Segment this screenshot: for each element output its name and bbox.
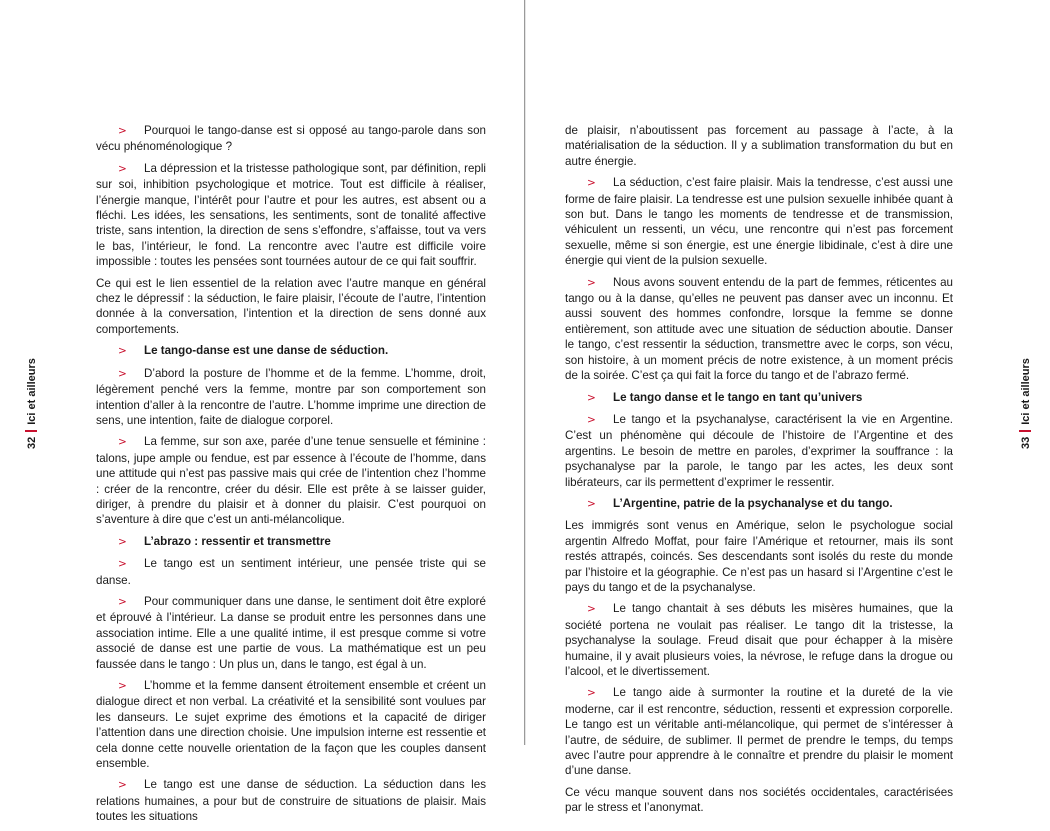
- section-heading: [565, 496, 953, 512]
- body-paragraph: [565, 175, 953, 268]
- paragraph-text: Pourquoi le tango-danse est si opposé au tango-parole dans son vécu phénoménologique ?: [96, 124, 486, 154]
- bullet-marker: >: [118, 162, 127, 175]
- paragraph-text: Le tango danse et le tango en tant qu’univers: [613, 390, 863, 404]
- body-paragraph: [96, 678, 486, 771]
- paragraph-text: Pour communiquer dans une danse, le sentiment doit être exploré et éprouvé à l’intérieur. La danse se produit entre les personnes dans une association intime. Elle a une qualité intime, il est presque comme si votre associé de danse est une partie de vous. La mathématique est un peu faussée dans le tango : Un plus un, dans le tango, est égal à un.: [96, 594, 486, 671]
- left-folio: [25, 358, 39, 449]
- body-paragraph: [96, 366, 486, 429]
- body-paragraph: [96, 123, 486, 155]
- paragraph-text: Le tango aide à surmonter la routine et la dureté de la vie moderne, car il est rencontre, séduction, ressenti et expression corporelle. Le tango est un véritable anti-mélancolique, qui permet de s’intéresser à l’autre, de séduire, de sublimer. Il permet de prendre le temps, du temps avec l’autre pour apprendre à le connaître et prendre du plaisir le moment d’une danse.: [565, 686, 953, 778]
- paragraph-text: L’Argentine, patrie de la psychanalyse et du tango.: [613, 496, 893, 510]
- paragraph-text: de plaisir, n’aboutissent pas forcement au passage à l’acte, à la matérialisation de la séduction. Il y a sublimation transformation du but en autre énergie.: [565, 124, 953, 168]
- bullet-marker: >: [587, 603, 596, 616]
- paragraph-text: Le tango chantait à ses débuts les misères humaines, que la société portena ne voulait pas réaliser. Le tango dit la tristesse, la psychanalyse la soulage. Freud disait que pour échapper à la misère humaine, il y avait plusieurs voies, la névrose, le refuge dans la drogue ou l’alcool, et le divertissement.: [565, 602, 953, 678]
- paragraph-text: Le tango et la psychanalyse, caractérisent la vie en Argentine. C’est un phénomène qui découle de l’histoire de l’Argentine et des argentins. Le besoin de mettre en paroles, d’exprimer la souffrance : la psychanalyse par la parole, le tango par les actes, les deux sont libérateurs, car ils permettent d’exprimer le ressentir.: [565, 412, 953, 489]
- paragraph-text: Le tango-danse est une danse de séduction.: [144, 344, 389, 358]
- bullet-marker: >: [587, 177, 596, 190]
- right-folio: [1019, 358, 1033, 449]
- folio-divider: [1019, 430, 1031, 432]
- paragraph-text: L’abrazo : ressentir et transmettre: [144, 534, 331, 548]
- body-paragraph: [96, 556, 486, 588]
- bullet-marker: >: [118, 779, 127, 792]
- right-running-title: Ici et ailleurs: [1020, 358, 1032, 425]
- body-paragraph: [96, 434, 486, 527]
- bullet-marker: >: [118, 680, 127, 692]
- body-paragraph: [96, 777, 486, 824]
- bullet-marker: >: [118, 436, 127, 449]
- left-page-number: 32: [26, 436, 38, 449]
- section-heading: [96, 534, 486, 550]
- right-page: [526, 0, 1050, 815]
- paragraph-text: Nous avons souvent entendu de la part de femmes, réticentes au tango ou à la danse, qu’elles ne peuvent pas danser avec un inconnu. Et aussi souvent des hommes confondre, lorsque la femme se donne entièrement, son attitude avec une situation de séduction aboutie. Danser le tango, c’est ressentir la séduction, transmettre avec le corps, son vécu, son histoire, à un moment précis de notre existence, à un moment précis de la soirée. C’est ça qui fait la force du tango et de l’abrazo fermé.: [565, 275, 953, 383]
- body-paragraph: [96, 161, 486, 270]
- bullet-marker: >: [118, 125, 127, 137]
- section-heading: [96, 343, 486, 359]
- body-paragraph: [565, 518, 953, 595]
- section-heading: [565, 390, 953, 406]
- body-paragraph: [565, 601, 953, 679]
- paragraph-text: Ce vécu manque souvent dans nos sociétés occidentales, caractérisées par le stress et l’anonymat.: [565, 785, 953, 815]
- bullet-marker: >: [587, 391, 596, 404]
- body-paragraph: [565, 275, 953, 384]
- body-paragraph: [565, 785, 953, 816]
- bullet-marker: >: [118, 595, 127, 608]
- bullet-marker: >: [587, 687, 596, 700]
- paragraph-text: D’abord la posture de l’homme et de la femme. L’homme, droit, légèrement penché vers la femme, montre par son comportement son intention d’aller à la rencontre de l’autre. L’homme imprime une direction de sens, une intention, faite de dialogue corporel.: [96, 366, 486, 427]
- paragraph-text: Le tango est une danse de séduction. La séduction dans les relations humaines, a pour but de construire de situations de plaisir. Mais toutes les situations: [96, 778, 486, 824]
- left-text-column: [96, 123, 486, 831]
- paragraph-text: Le tango est un sentiment intérieur, une pensée triste qui se danse.: [96, 557, 486, 587]
- body-paragraph: [565, 685, 953, 778]
- bullet-marker: >: [587, 276, 596, 289]
- bullet-marker: >: [587, 413, 596, 426]
- paragraph-text: La dépression et la tristesse pathologique sont, par définition, repli sur soi, inhibition psychologique et motrice. Tout est difficile à réaliser, l’énergie manque, l’intérêt pour l’autre et pour les autres, est absent ou a fléchi. Les idées, les sensations, les sentiments, sont de tonalité affective triste, sans intention, la direction de sens s’effondre, s’affaisse, tout va vers le bas, l’intérieur, le fond. La rencontre avec l’autre est difficile voire impossible : toutes les pensées sont tournées autour de ce qui fait souffrir.: [96, 161, 486, 269]
- left-running-title: Ici et ailleurs: [26, 358, 38, 425]
- bullet-marker: >: [118, 367, 127, 380]
- paragraph-text: Les immigrés sont venus en Amérique, selon le psychologue social argentin Alfredo Moffat, pour faire l’Amérique et retourner, mais ils sont restés attrapés, coincés. Ses descendants sont isolés du reste du monde par l’histoire et la géographie. Ce n’est pas un hasard si l’Argentine c’est le pays du tango et de la psychanalyse.: [565, 519, 953, 594]
- body-paragraph: [565, 123, 953, 169]
- right-text-column: [565, 123, 953, 822]
- bullet-marker: >: [587, 497, 596, 510]
- right-page-number: 33: [1020, 436, 1032, 449]
- folio-divider: [25, 430, 37, 432]
- paragraph-text: L’homme et la femme dansent étroitement ensemble et créent un dialogue direct et non verbal. La créativité et la sensibilité sont voulues par les danseurs. Le sujet exprime des émotions et la capacité de diriger l’attention dans une direction choisie. Une impulsion interne est ressentie et cela donne cette nouvelle orientation de la façon que les couples dansent ensemble.: [96, 679, 486, 771]
- body-paragraph: [96, 594, 486, 672]
- paragraph-text: La séduction, c’est faire plaisir. Mais la tendresse, c’est aussi une forme de faire plaisir. La tendresse est une pulsion sexuelle inhibée quant à son but. Dans le tango les moments de tendresse et de transmission, véhiculent un ressenti, un vécu, une rencontre qui n’est pas forcement sexuelle, même si son énergie, est une énergie libidinale, c’est à dire une énergie qui vient de la pulsion sexuelle.: [565, 176, 953, 268]
- bullet-marker: >: [118, 558, 127, 571]
- paragraph-text: La femme, sur son axe, parée d’une tenue sensuelle et féminine : talons, jupe ample ou fendue, est par essence à l’écoute de l’homme, dans une attitude qui n’est pas passive mais qui crée de l’intention chez l’homme : créer de la rencontre, créer du désir. Elle est prête à se laisser guider, diriger, à prendre du plaisir et à donner du plaisir. C’est pourquoi on s’aventure à dire que c’est un anti-mélancolique.: [96, 435, 486, 527]
- left-page: [0, 0, 524, 824]
- body-paragraph: [96, 276, 486, 338]
- paragraph-text: Ce qui est le lien essentiel de la relation avec l’autre manque en général chez le dépressif : la séduction, le faire plaisir, l’écoute de l’autre, l’intention donnée à la conversation, l’intention et la direction de sens donné aux comportements.: [96, 276, 486, 336]
- bullet-marker: >: [118, 535, 127, 548]
- bullet-marker: >: [118, 345, 127, 358]
- body-paragraph: [565, 412, 953, 490]
